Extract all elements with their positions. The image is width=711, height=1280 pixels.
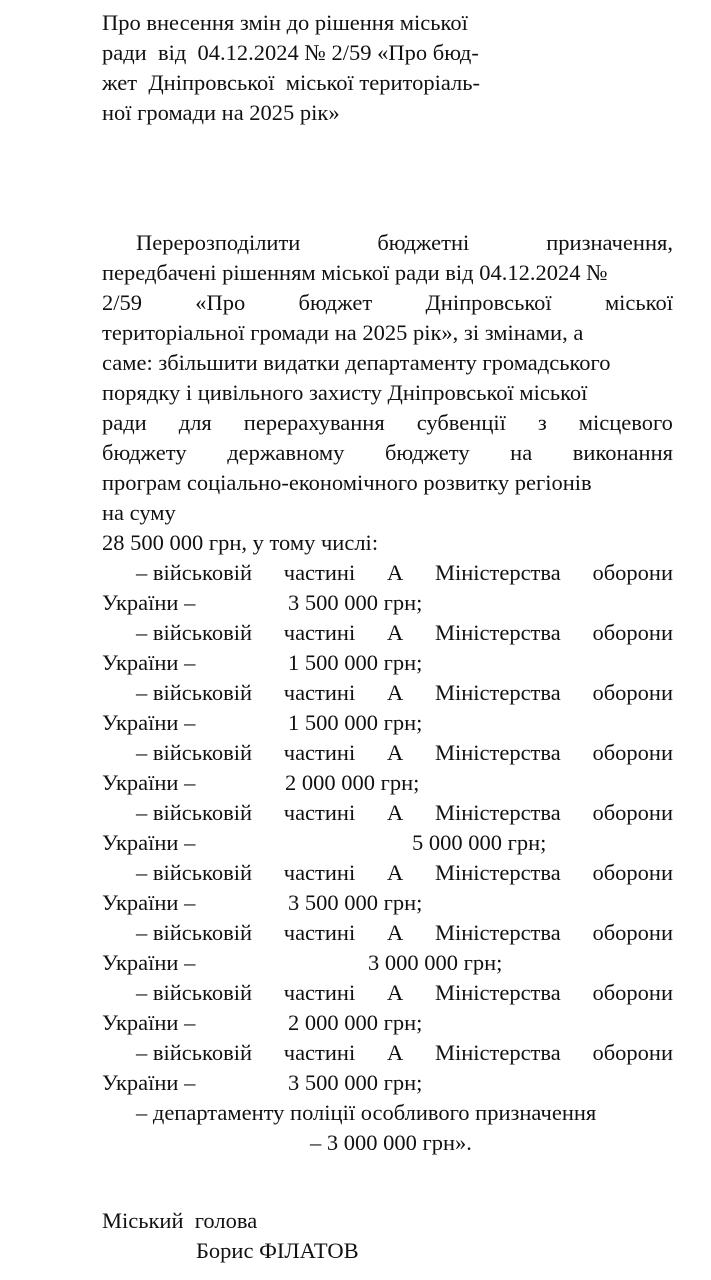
word: бюджет bbox=[298, 290, 373, 315]
word: оборони bbox=[592, 560, 673, 585]
word: – військовій bbox=[136, 1040, 252, 1065]
item-unit-line bbox=[136, 562, 673, 585]
word: оборони bbox=[592, 1040, 673, 1065]
word: оборони bbox=[592, 920, 673, 945]
item-amount: 5 000 000 грн; bbox=[412, 830, 547, 855]
header-line: ної громади на 2025 рік» bbox=[102, 100, 340, 125]
word: оборони bbox=[592, 680, 673, 705]
body-line bbox=[136, 232, 673, 255]
word: Міністерства bbox=[434, 560, 561, 585]
item-country: України – bbox=[102, 650, 196, 675]
item-unit-line bbox=[136, 622, 673, 645]
word: оборони bbox=[592, 620, 673, 645]
word: Міністерства bbox=[434, 920, 561, 945]
body-line: порядку і цивільного захисту Дніпровської міської bbox=[102, 380, 588, 405]
item-unit-line bbox=[136, 802, 673, 825]
item-amount: 2 000 000 грн; bbox=[285, 770, 420, 795]
item-country: України – bbox=[102, 770, 196, 795]
header-line: ради від 04.12.2024 № 2/59 «Про бюд- bbox=[102, 40, 479, 65]
word: – військовій bbox=[136, 800, 252, 825]
total-line: 28 500 000 грн, у тому числі: bbox=[102, 530, 379, 555]
word: Міністерства bbox=[434, 680, 561, 705]
signature-name: Борис ФІЛАТОВ bbox=[196, 1238, 359, 1263]
word: бюджету bbox=[102, 440, 187, 465]
word: А bbox=[386, 980, 404, 1005]
word: з bbox=[537, 410, 547, 435]
police-line: – департаменту поліції особливого призначення bbox=[136, 1100, 597, 1125]
item-amount: 3 500 000 грн; bbox=[288, 890, 423, 915]
word: А bbox=[386, 860, 404, 885]
item-unit-line bbox=[136, 922, 673, 945]
header-line: жет Дніпровської міської територіаль- bbox=[102, 70, 480, 95]
word: – військовій bbox=[136, 920, 252, 945]
body-line bbox=[102, 412, 673, 435]
word: оборони bbox=[592, 980, 673, 1005]
word: частині bbox=[283, 920, 356, 945]
item-amount: 3 500 000 грн; bbox=[288, 590, 423, 615]
word: оборони bbox=[592, 800, 673, 825]
word: А bbox=[386, 560, 404, 585]
word: міської bbox=[604, 290, 673, 315]
item-amount: 1 500 000 грн; bbox=[288, 710, 423, 735]
word: бюджетні bbox=[377, 230, 470, 255]
body-line bbox=[102, 442, 673, 465]
word: частині bbox=[283, 860, 356, 885]
body-line: територіальної громади на 2025 рік», зі змінами, а bbox=[102, 320, 584, 345]
item-country: України – bbox=[102, 890, 196, 915]
item-amount: 1 500 000 грн; bbox=[288, 650, 423, 675]
item-country: України – bbox=[102, 710, 196, 735]
body-line: передбачені рішенням міської ради від 04.12.2024 № bbox=[102, 260, 608, 285]
word: – військовій bbox=[136, 680, 252, 705]
body-line bbox=[102, 292, 673, 315]
item-country: України – bbox=[102, 590, 196, 615]
item-country: України – bbox=[102, 830, 196, 855]
item-unit-line bbox=[136, 982, 673, 1005]
word: А bbox=[386, 680, 404, 705]
item-unit-line bbox=[136, 682, 673, 705]
word: «Про bbox=[195, 290, 246, 315]
police-amount: – 3 000 000 грн». bbox=[310, 1130, 472, 1155]
word: А bbox=[386, 740, 404, 765]
word: А bbox=[386, 800, 404, 825]
word: Міністерства bbox=[434, 740, 561, 765]
item-amount: 2 000 000 грн; bbox=[288, 1010, 423, 1035]
word: Міністерства bbox=[434, 800, 561, 825]
word: частині bbox=[283, 560, 356, 585]
item-amount: 3 500 000 грн; bbox=[288, 1070, 423, 1095]
word: частині bbox=[283, 980, 356, 1005]
body-line: саме: збільшити видатки департаменту громадського bbox=[102, 350, 611, 375]
word: субвенції bbox=[416, 410, 506, 435]
word: перерахування bbox=[243, 410, 385, 435]
word: частині bbox=[283, 1040, 356, 1065]
word: – військовій bbox=[136, 860, 252, 885]
word: частині bbox=[283, 740, 356, 765]
word: виконання bbox=[572, 440, 673, 465]
word: державному bbox=[227, 440, 345, 465]
body-line: програм соціально-економічного розвитку регіонів bbox=[102, 470, 592, 495]
word: А bbox=[386, 920, 404, 945]
word: частині bbox=[283, 800, 356, 825]
item-unit-line bbox=[136, 862, 673, 885]
item-unit-line bbox=[136, 1042, 673, 1065]
item-unit-line bbox=[136, 742, 673, 765]
signature-title: Міський голова bbox=[102, 1208, 258, 1233]
word: – військовій bbox=[136, 560, 252, 585]
word: бюджету bbox=[384, 440, 470, 465]
word: на bbox=[510, 440, 533, 465]
word: призначення, bbox=[546, 230, 673, 255]
item-country: України – bbox=[102, 950, 196, 975]
word: частині bbox=[283, 620, 356, 645]
word: місцевого bbox=[578, 410, 673, 435]
word: – військовій bbox=[136, 980, 252, 1005]
word: оборони bbox=[592, 860, 673, 885]
item-country: України – bbox=[102, 1010, 196, 1035]
body-line: на суму bbox=[102, 500, 176, 525]
word: Міністерства bbox=[434, 1040, 561, 1065]
word: А bbox=[386, 1040, 404, 1065]
item-country: України – bbox=[102, 1070, 196, 1095]
word: Міністерства bbox=[434, 860, 561, 885]
word: Міністерства bbox=[434, 620, 561, 645]
word: – військовій bbox=[136, 740, 252, 765]
word: – військовій bbox=[136, 620, 252, 645]
word: 2/59 bbox=[102, 290, 143, 315]
header-line: Про внесення змін до рішення міської bbox=[102, 10, 468, 35]
word: А bbox=[386, 620, 404, 645]
word: для bbox=[178, 410, 212, 435]
item-amount: 3 000 000 грн; bbox=[368, 950, 503, 975]
word: частині bbox=[283, 680, 356, 705]
word: оборони bbox=[592, 740, 673, 765]
word: ради bbox=[102, 410, 147, 435]
word: Дніпровської bbox=[425, 290, 552, 315]
word: Перерозподілити bbox=[136, 230, 301, 255]
word: Міністерства bbox=[434, 980, 561, 1005]
